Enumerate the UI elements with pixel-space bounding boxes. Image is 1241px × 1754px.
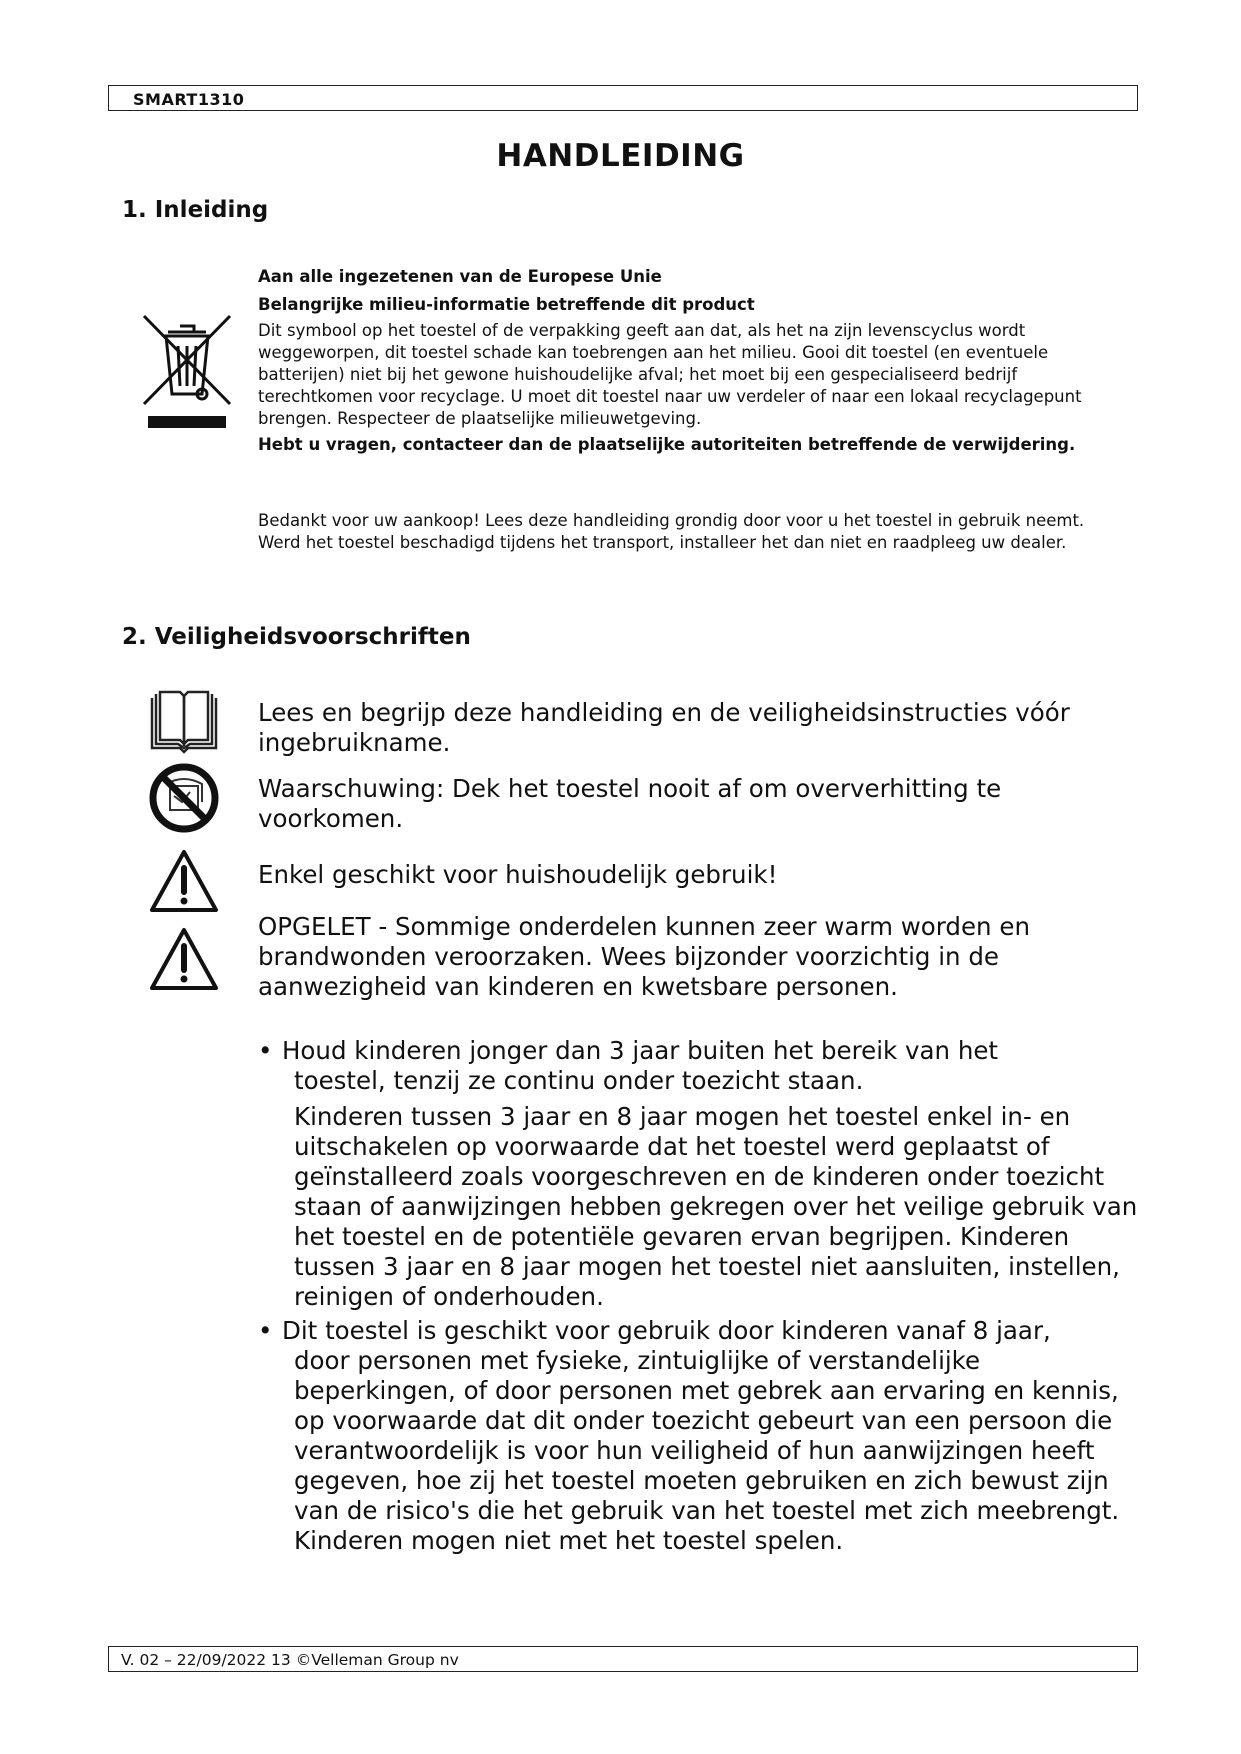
thanks-text: Bedankt voor uw aankoop! Lees deze handleiding grondig door voor u het toestel in gebruik neemt. Werd het toestel beschadigd tijdens het transport, installeer het dan niet en raadpleeg uw dealer. xyxy=(258,511,1085,552)
page-footer xyxy=(108,1646,1138,1672)
contact-text: Hebt u vragen, contacteer dan de plaatselijke autoriteiten betreffende de verwijdering. xyxy=(258,435,1076,454)
bullet-children-over-8: • Dit toestel is geschikt voor gebruik door kinderen vanaf 8 jaar, door personen met fysieke, zintuiglijke of verstandelijke beperkingen, of door personen met gebrek aan ervaring en kennis, op voorwaarde dat dit onder toezicht gebeurt van een persoon die verantwoordelijk is voor hun veiligheid of hun aanwijzingen heeft gegeven, hoe zij het toestel moeten gebruiken en zich bewust zijn van de risico's die het gebruik van het toestel met zich meebrengt. Kinderen mogen niet met het toestel spelen. xyxy=(258,1316,1138,1556)
environment-text: Dit symbool op het toestel of de verpakking geeft aan dat, als het na zijn levenscyclus wordt weggeworpen, dit toestel schade kan toebrengen aan het milieu. Gooi dit toestel (en eventuele batterijen) niet bij het gewone huishoudelijke afval; het moet bij een gespecialiseerd bedrijf terechtkomen voor recyclage. U moet dit toestel naar uw verdeler of naar een lokaal recyclagepunt brengen. Respecteer de plaatselijke milieuwetgeving. xyxy=(258,321,1082,428)
environment-title: Belangrijke milieu-informatie betreffende dit product xyxy=(258,295,755,314)
bullet-line: toestel, tenzij ze continu onder toezicht staan. xyxy=(294,1066,864,1095)
model-label: SMART1310 xyxy=(133,90,245,109)
bullet-line: Houd kinderen jonger dan 3 jaar buiten het bereik van het xyxy=(282,1036,999,1065)
warning-triangle-icon xyxy=(148,924,220,996)
warning-triangle-icon xyxy=(148,846,220,918)
manual-book-icon xyxy=(148,686,220,758)
bullet-children-under-8: • Houd kinderen jonger dan 3 jaar buiten het bereik van het toestel, tenzij ze continu onder toezicht staan. Kinderen tussen 3 jaar en 8 jaar mogen het toestel enkel in- en uitschakelen op voorwaarde dat het toestel werd geplaatst of geïnstalleerd zoals voorgeschreven en de kinderen onder toezicht staan of aanwijzingen hebben gekregen over het veilige gebruik van het toestel en de potentiële gevaren ervan begrijpen. Kinderen tussen 3 jaar en 8 jaar mogen het toestel niet aansluiten, instellen, reinigen of onderhouden. xyxy=(258,1036,1138,1311)
notice-manual: Lees en begrijp deze handleiding en de veiligheidsinstructies vóór ingebruikname. xyxy=(258,698,1070,757)
bullet-line: door personen met fysieke, zintuiglijke of verstandelijke beperkingen, of door personen met gebrek aan ervaring en kennis, op voorwaarde dat dit onder toezicht gebeurt van een persoon die verantwoordelijk is voor hun veiligheid of hun aanwijzingen heeft gegeven, hoe zij het toestel moeten gebruiken en zich bewust zijn van de risico's die het gebruik van het toestel met zich meebrengt. Kinderen mogen niet met het toestel spelen. xyxy=(294,1346,1120,1555)
section-heading-introduction: 1. Inleiding xyxy=(122,197,269,223)
bullet-line: Dit toestel is geschikt voor gebruik door kinderen vanaf 8 jaar, xyxy=(282,1316,1051,1345)
section-heading-safety: 2. Veiligheidsvoorschriften xyxy=(122,624,471,650)
footer-text: V. 02 – 22/09/2022 13 ©Velleman Group nv xyxy=(121,1651,459,1669)
document-title: HANDLEIDING xyxy=(496,138,745,174)
notice-do-not-cover: Waarschuwing: Dek het toestel nooit af om oververhitting te voorkomen. xyxy=(258,774,1002,833)
notice-household-use: Enkel geschikt voor huishoudelijk gebruik! xyxy=(258,860,778,889)
eu-residents-title: Aan alle ingezetenen van de Europese Unie xyxy=(258,267,662,286)
do-not-cover-icon xyxy=(148,762,220,834)
bullet-extra: Kinderen tussen 3 jaar en 8 jaar mogen het toestel enkel in- en uitschakelen op voorwaarde dat het toestel werd geplaatst of geïnstalleerd zoals voorgeschreven en de kinderen onder toezicht staan of aanwijzingen hebben gekregen over het veilige gebruik van het toestel en de potentiële gevaren ervan begrijpen. Kinderen tussen 3 jaar en 8 jaar mogen het toestel niet aansluiten, instellen, reinigen of onderhouden. xyxy=(294,1102,1138,1311)
notice-hot-parts: OPGELET - Sommige onderdelen kunnen zeer warm worden en brandwonden veroorzaken. Wees bijzonder voorzichtig in de aanwezigheid van kinderen en kwetsbare personen. xyxy=(258,912,1030,1001)
environment-info xyxy=(258,266,1118,456)
page-header xyxy=(108,85,1138,111)
weee-bin-icon xyxy=(140,312,234,430)
